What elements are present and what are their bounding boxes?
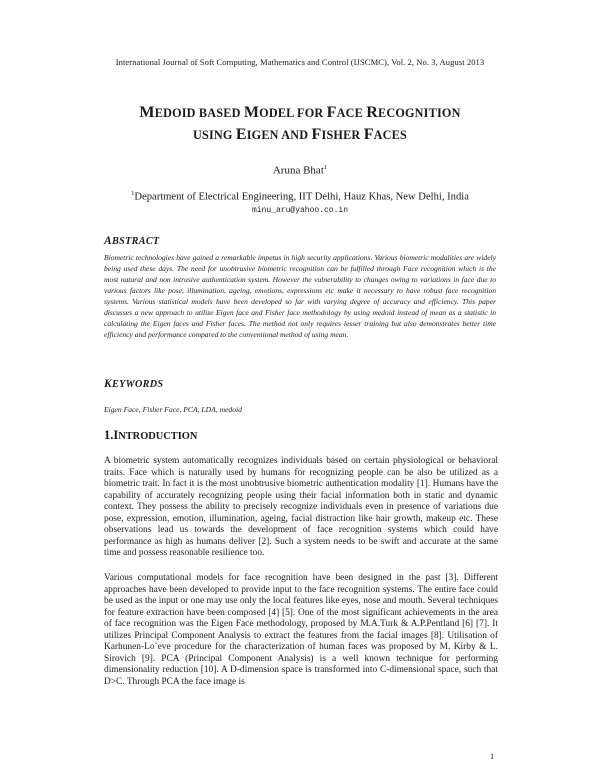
heading-rest: BSTRACT xyxy=(112,236,160,247)
intro-paragraph-1: A biometric system automatically recognizes individuals based on certain physiological or behavioral traits. Face which is naturally used by humans for recognizing people can be also be utilized as a biometric trait. In fact it is the most unobtrusive biometric authentication modality [1]. Humans have the capability of accurately recognizing people using their facial information both in static and dynamic context. They possess the ability to precisely recognize individuals even in presence of variations due pose, expression, emotion, illumination, ageing, facial distraction like hair growth, makeup etc. These observations lead us towards the development of face recognition systems which could have performance as high as humans deliver [2]. Such a system needs to be swift and accurate at the same time and possess reasonable resilience too. xyxy=(104,456,498,558)
author-name-text: Aruna Bhat xyxy=(272,164,324,177)
heading-cap: I xyxy=(113,428,119,442)
author-email: minu_aru@yahoo.co.in xyxy=(251,206,348,215)
title-text: F xyxy=(363,126,374,143)
paper-title xyxy=(0,102,600,146)
intro-paragraph-2: Various computational models for face recognition have been designed in the past [3]. Different approaches have been developed to provide input to the face recognition systems. The entire face could be used as the input or one may use only the local features like eyes, nose and mouth. Several techniques for feature extraction have been composed [4] [5]. One of the most significant achievements in the area of face recognition was the Eigen Face methodology, proposed by M.A.Turk & A.P.Pentland [6] [7]. It utilizes Principal Component Analysis to extract the features from the facial images [8]. Utilisation of Karhunen-Lo`eve procedure for the characterization of human faces was proposed by M. Kirby & L. Sirovich [9]. PCA (Principal Component Analysis) is a well known technique for performing dimensionality reduction [10]. A D-dimension space is transformed into C-dimensional space, such that D>C. Through PCA the face image is xyxy=(104,573,498,687)
title-text: EDOID BASED xyxy=(154,106,244,120)
author-name xyxy=(0,164,600,177)
title-text: ACES xyxy=(373,128,407,142)
title-text: M xyxy=(139,104,155,121)
section-number: 1. xyxy=(104,428,114,442)
author-sup: 1 xyxy=(323,164,328,171)
affiliation-text: Department of Electrical Engineering, IIT Delhi, Hauz Khas, New Delhi, India xyxy=(134,191,469,203)
title-text: M xyxy=(243,104,260,121)
title-text: ACE xyxy=(336,106,367,120)
title-text: ODEL FOR xyxy=(259,106,327,120)
title-text: ECOGNITION xyxy=(377,106,461,120)
page-number: 1 xyxy=(490,752,495,761)
heading-cap: A xyxy=(104,234,113,247)
keywords-heading xyxy=(104,377,163,390)
author-affiliation xyxy=(0,190,600,203)
abstract-text: Biometric technologies have gained a remarkable impetus in high security applications. Various biometric modalities are widely being used these days. The need for unobtrusive biometric recognition can be fulfilled through Face recognition which is the most natural and non intrusive authentication system. However the vulnerability to changes owing to variations in face due to various factors like pose, illumination, ageing, emotions, expressions etc make it necessary to have robust face recognition systems. Various statistical models have been developed so far with varying degree of accuracy and efficiency. This paper discusses a new approach to utilize Eigen face and Fisher face methodology by using medoid instead of mean as a statistic in calculating the Eigen faces and Fisher faces. The method not only requires lesser training but also demonstrates better time efficiency and performance compared to the conventional method of using mean. xyxy=(104,253,496,339)
title-text: R xyxy=(366,104,378,121)
heading-rest: EYWORDS xyxy=(112,379,164,390)
heading-rest: NTRODUCTION xyxy=(118,431,198,442)
title-text: IGEN AND xyxy=(246,128,312,142)
title-text: ISHER xyxy=(321,128,364,142)
journal-header: International Journal of Soft Computing, Mathematics and Control (IJSCMC), Vol. 2, No. 3, August 2013 xyxy=(115,57,485,67)
keywords-text: Eigen Face, Fisher Face, PCA, LDA, medoid xyxy=(104,405,242,414)
title-line-2 xyxy=(0,124,600,146)
affiliation-sup: 1 xyxy=(131,190,135,197)
title-text: F xyxy=(326,104,337,121)
heading-cap: K xyxy=(104,377,113,390)
title-line-1 xyxy=(0,102,600,124)
title-text: USING xyxy=(193,128,236,142)
introduction-heading xyxy=(104,428,197,443)
title-text: E xyxy=(235,126,247,143)
abstract-heading xyxy=(104,234,159,247)
title-text: F xyxy=(311,126,322,143)
